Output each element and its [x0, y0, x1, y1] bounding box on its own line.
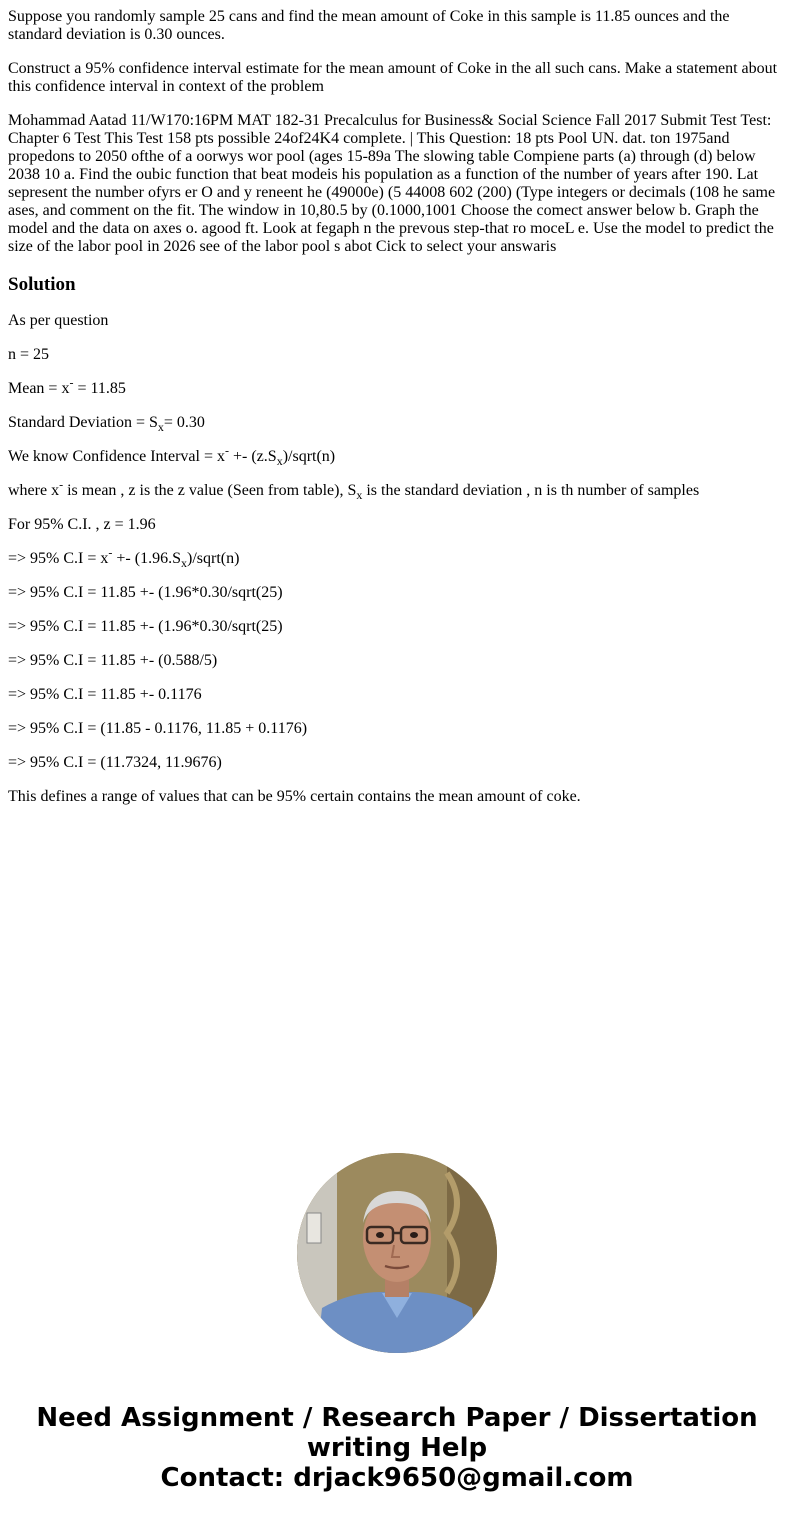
solution-heading: Solution: [8, 274, 76, 295]
definitions-line: where x- is mean , z is the z value (Seen from table), $S_x$ is the standard deviation , n is th number of samples: [8, 477, 700, 503]
sample-size-line: n = 25: [8, 346, 50, 363]
footer-contact-banner: [0, 1403, 794, 1493]
mean-line: Mean = x- = 11.85: [8, 375, 126, 397]
footer-line-3: Contact: drjack9650@gmail.com: [160, 1463, 634, 1493]
solution-body: [8, 312, 786, 806]
ci-step-6: => 95% C.I = (11.85 - 0.1176, 11.85 + 0.1176): [8, 720, 308, 737]
ci-step-3: => 95% C.I = 11.85 +- (1.96*0.30/sqrt(25): [8, 618, 283, 635]
author-portrait-image: [297, 1153, 497, 1353]
footer-line-2: writing Help: [306, 1433, 488, 1463]
ci-step-2: => 95% C.I = 11.85 +- (1.96*0.30/sqrt(25): [8, 584, 283, 601]
footer-line-1: Need Assignment / Research Paper / Dissertation: [36, 1403, 758, 1433]
ci-step-7: => 95% C.I = (11.7324, 11.9676): [8, 754, 222, 771]
solution-intro: As per question: [8, 312, 109, 329]
ci-formula-line: We know Confidence Interval = $x^- +- (z.S_x)/sqrt(n)$: [8, 443, 336, 469]
std-dev-line: Standard Deviation = $S_x= 0.30$: [8, 414, 205, 435]
conclusion-line: This defines a range of values that can be 95% certain contains the mean amount of coke.: [8, 788, 581, 805]
question-paragraph-2: Construct a 95% confidence interval estimate for the mean amount of Coke in the all such cans. Make a statement about this confidence interval in context of the problem: [8, 60, 778, 95]
question-paragraph-3: Mohammad Aatad 11/W170:16PM MAT 182-31 Precalculus for Business& Social Science Fall 2017 Submit Test Test: Chapter 6 Test This Test 158 pts possible 24of24K4 complete. | This Question: 18 pts Pool UN. dat. ton 1975and propedons to 2050 ofthe of a oorwys wor pool (ages 15-89a The slowing table Compiene parts (a) through (d) below 2038 10 a. Find the oubic function that beat modeis his population as a function of the number of years after 190. Lat sepresent the number ofyrs er O and y reneent he (49000e) (5 44008 602 (200) (Type integers or decimals (108 he same ases, and comment on the fit. The window in 10,80.5 by (0.1000,1001 Choose the comect answer below b. Graph the model and the data on axes o. agood ft. Look at fegaph n the prevous step-that ro moceL e. Use the model to predict the size of the labor pool in 2026 see of the labor pool s abot Cick to select your answaris: [8, 112, 776, 255]
document-body: [8, 0, 786, 806]
ci-step-1: => 95% $C.I = x^- +- (1.96.S_x)/sqrt(n)$: [8, 545, 240, 571]
author-avatar: [297, 1153, 497, 1353]
question-paragraph-1: Suppose you randomly sample 25 cans and find the mean amount of Coke in this sample is 11.85 ounces and the standard deviation is 0.30 ounces.: [8, 8, 730, 43]
ci-step-5: => 95% C.I = 11.85 +- 0.1176: [8, 686, 202, 703]
ci-step-4: => 95% C.I = 11.85 +- (0.588/5): [8, 652, 218, 669]
z-value-line: For 95% C.I. , z = 1.96: [8, 516, 156, 533]
